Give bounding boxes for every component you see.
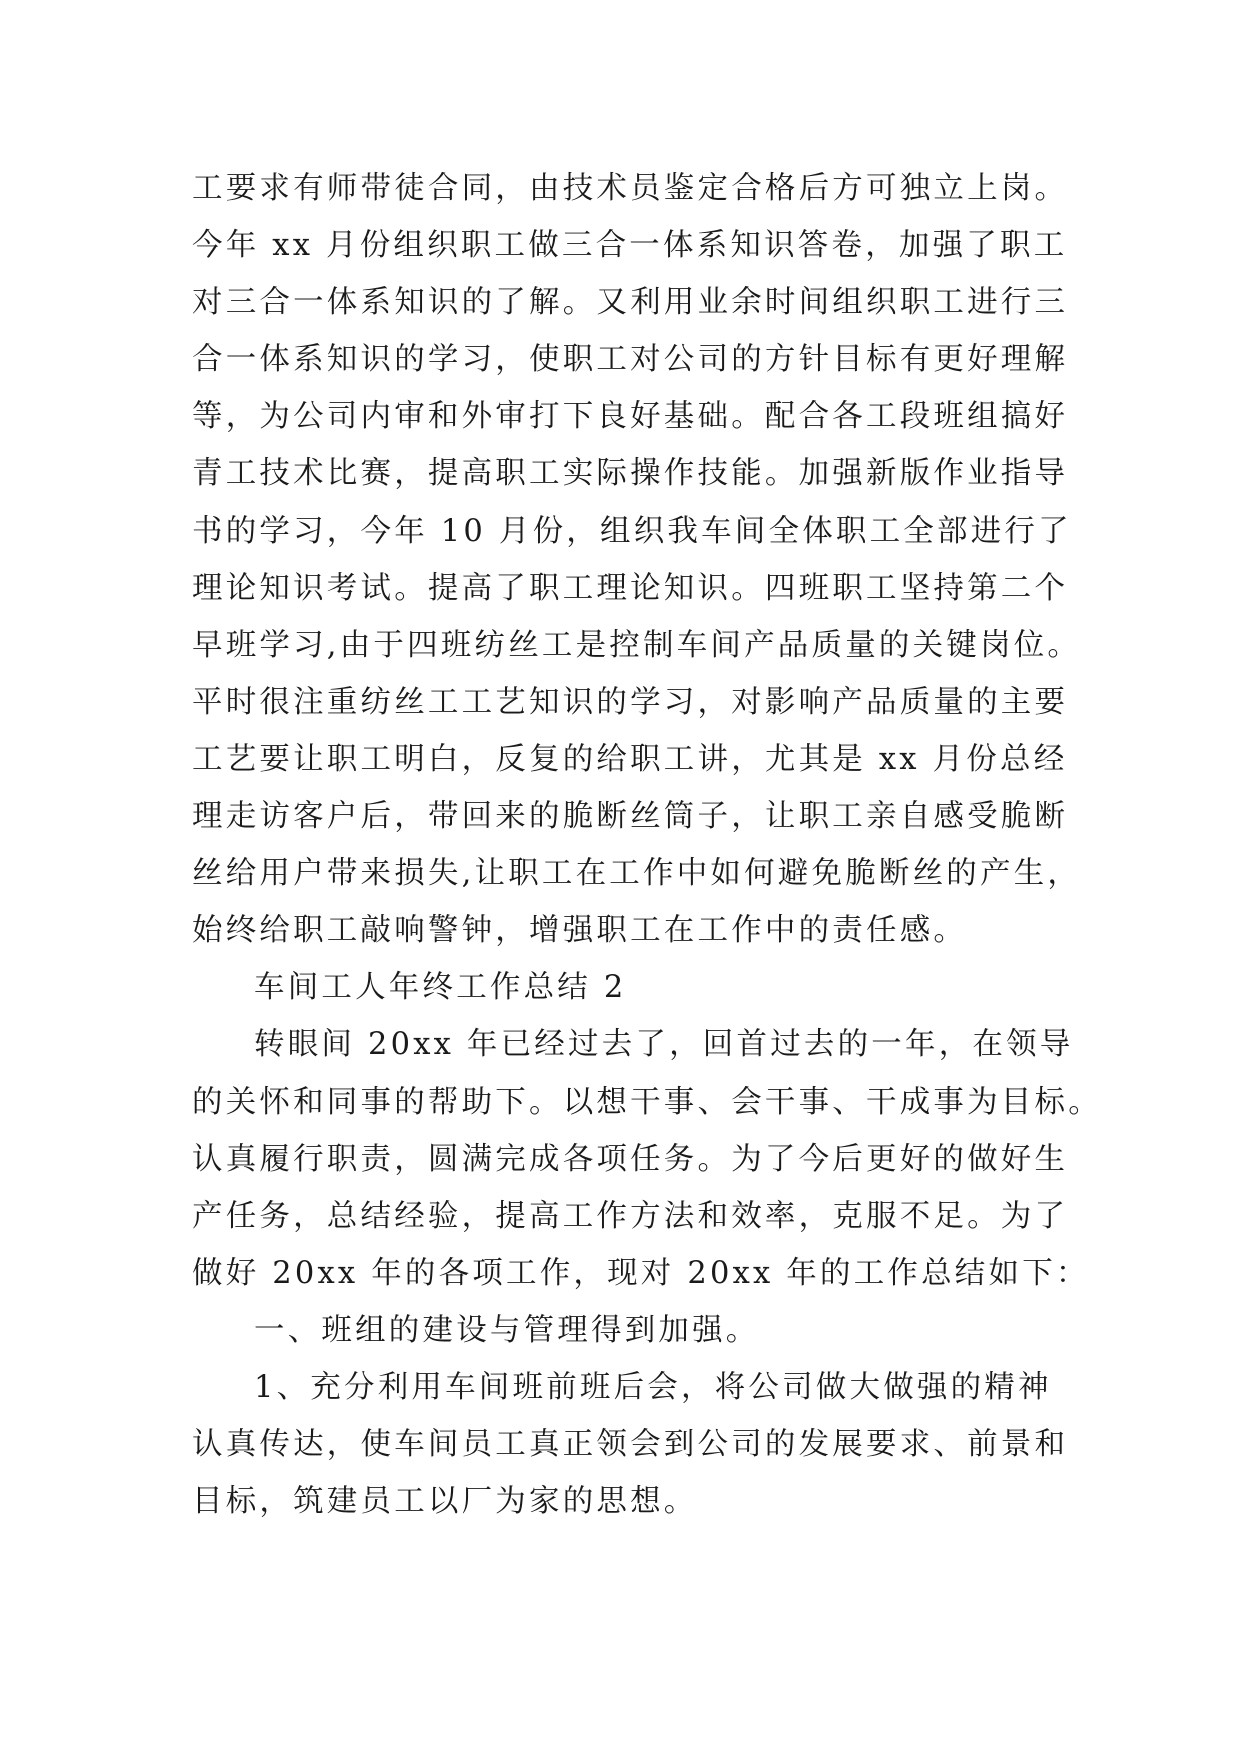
text-line: 等，为公司内审和外审打下良好基础。配合各工段班组搞好 (192, 399, 1069, 435)
text-line: 1、充分利用车间班前班后会，将公司做大做强的精神 (254, 1369, 1052, 1405)
text-line: 目标，筑建员工以厂为家的思想。 (192, 1484, 698, 1520)
text-line: 早班学习,由于四班纺丝工是控制车间产品质量的关键岗位。 (192, 627, 1082, 663)
text-line: 书的学习，今年 10 月份，组织我车间全体职工全部进行了 (192, 513, 1072, 549)
text-line: 产任务，总结经验，提高工作方法和效率，克服不足。为了 (192, 1198, 1069, 1234)
text-line: 平时很注重纺丝工工艺知识的学习，对影响产品质量的主要 (192, 684, 1069, 720)
text-line: 合一体系知识的学习，使职工对公司的方针目标有更好理解 (192, 342, 1069, 378)
subsection-heading: 一、班组的建设与管理得到加强。 (254, 1312, 760, 1348)
text-line: 认真履行职责，圆满完成各项任务。为了今后更好的做好生 (192, 1141, 1069, 1177)
text-line: 对三合一体系知识的了解。又利用业余时间组织职工进行三 (192, 285, 1069, 321)
text-line: 始终给职工敲响警钟，增强职工在工作中的责任感。 (192, 913, 968, 949)
text-line: 理论知识考试。提高了职工理论知识。四班职工坚持第二个 (192, 570, 1069, 606)
text-line: 理走访客户后，带回来的脆断丝筒子，让职工亲自感受脆断 (192, 799, 1069, 835)
document-body (192, 160, 1102, 1530)
text-line: 今年 xx 月份组织职工做三合一体系知识答卷，加强了职工 (192, 228, 1068, 264)
text-line: 转眼间 20xx 年已经过去了，回首过去的一年，在领导 (254, 1027, 1074, 1063)
text-line: 工艺要让职工明白，反复的给职工讲，尤其是 xx 月份总经 (192, 741, 1068, 777)
text-line: 做好 20xx 年的各项工作，现对 20xx 年的工作总结如下： (192, 1255, 1090, 1291)
text-line: 丝给用户带来损失,让职工在工作中如何避免脆断丝的产生， (192, 856, 1082, 892)
text-line: 工要求有师带徒合同，由技术员鉴定合格后方可独立上岗。 (192, 171, 1069, 206)
section-heading: 车间工人年终工作总结 2 (254, 970, 627, 1006)
text-line: 青工技术比赛，提高职工实际操作技能。加强新版作业指导 (192, 456, 1069, 492)
text-line: 认真传达，使车间员工真正领会到公司的发展要求、前景和 (192, 1427, 1069, 1463)
text-line: 的关怀和同事的帮助下。以想干事、会干事、干成事为目标。 (192, 1084, 1102, 1120)
